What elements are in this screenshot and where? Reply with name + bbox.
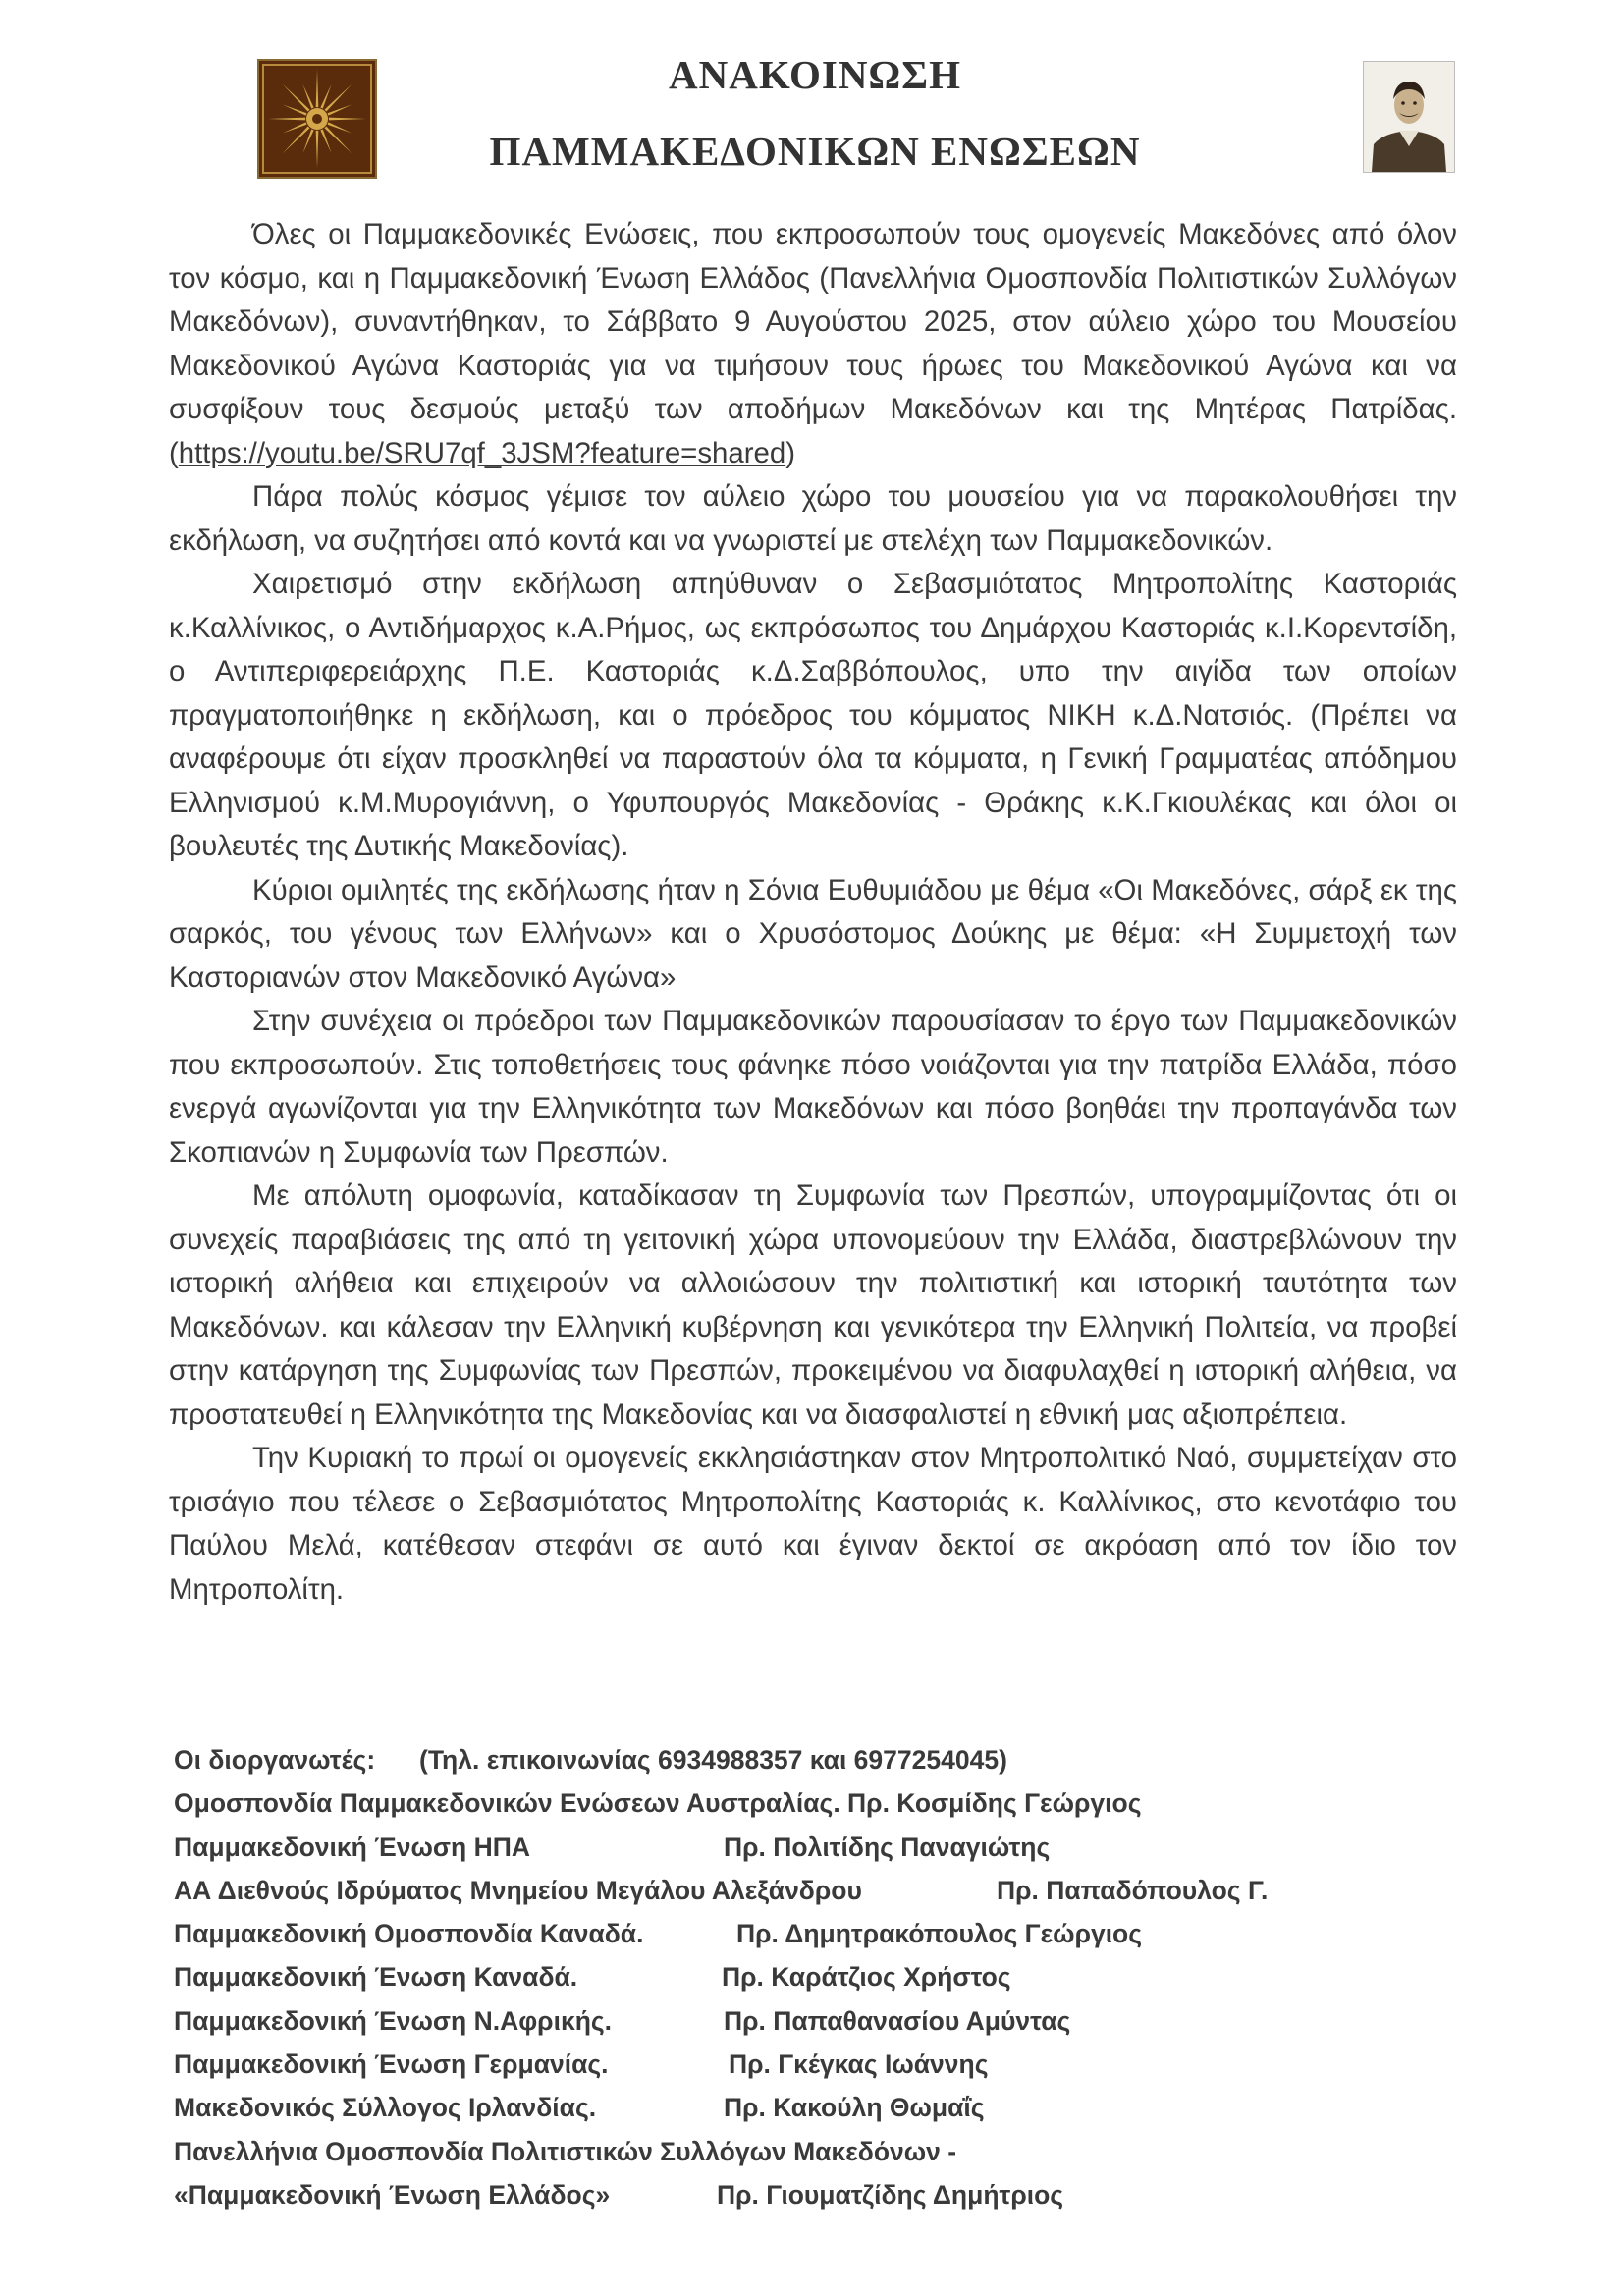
contact-phones: (Τηλ. επικοινωνίας 6934988357 και 6977254045) bbox=[419, 1745, 1007, 1775]
organizer-row bbox=[174, 1955, 1450, 1998]
organizer-row bbox=[174, 2130, 1450, 2173]
organizer-name: Παμμακεδονική Ένωση Ν.Αφρικής. bbox=[174, 2005, 613, 2036]
paragraph-7: Την Κυριακή το πρωί οι ομογενείς εκκλησιάστηκαν στον Μητροπολιτικό Ναό, συμμετείχαν στο τρισάγιο που τέλεσε ο Σεβασμιότατος Μητροπολίτης Καστοριάς κ. Καλλίνικος, στο κενοτάφιο του Παύλου Μελά, κατέθεσαν στεφάνι σε αυτό και έγιναν δεκτοί σε ακρόαση από τον ίδιο τον Μητροπολίτη. bbox=[169, 1442, 1457, 1606]
organizer-president: Πρ. Πολιτίδης Παναγιώτης bbox=[724, 1831, 1051, 1862]
organizer-row bbox=[174, 1912, 1450, 1955]
organizer-row bbox=[174, 1781, 1450, 1825]
organizer-name: Παμμακεδονική Ένωση ΗΠΑ bbox=[174, 1831, 531, 1862]
organizers-heading: Οι διοργανωτές: bbox=[174, 1745, 376, 1775]
organizer-name: Ομοσπονδία Παμμακεδονικών Ενώσεων Αυστραλίας. Πρ. Κοσμίδης Γεώργιος bbox=[174, 1788, 1142, 1819]
paragraph-1 bbox=[169, 213, 1457, 475]
organizer-name: Παμμακεδονική Ομοσπονδία Καναδά. bbox=[174, 1919, 644, 1949]
organizer-president: Πρ. Γκέγκας Ιωάννης bbox=[729, 2050, 989, 2080]
organizer-president: Πρ. Γιουματζίδης Δημήτριος bbox=[717, 2179, 1064, 2210]
paragraph-4: Κύριοι ομιλητές της εκδήλωσης ήταν η Σόνια Ευθυμιάδου με θέμα «Οι Μακεδόνες, σάρξ εκ της σαρκός, του γένους των Ελλήνων» και ο Χρυσόστομος Δούκης με θέμα: «Η Συμμετοχή των Καστοριανών στον Μακεδονικό Αγώνα» bbox=[169, 873, 1457, 994]
announcement-subtitle: ΠΑΜΜΑΚΕΔΟΝΙΚΩΝ ΕΝΩΣΕΩΝ bbox=[489, 129, 1141, 174]
organizer-president: Πρ. Παπαδόπουλος Γ. bbox=[997, 1875, 1269, 1905]
organizer-president: Πρ. Καράτζιος Χρήστος bbox=[722, 1962, 1011, 1993]
organizer-row bbox=[174, 2043, 1450, 2086]
paragraph-1-close: ) bbox=[785, 436, 795, 469]
organizer-row bbox=[174, 2173, 1450, 2216]
organizer-president: Πρ. Παπαθανασίου Αμύντας bbox=[724, 2005, 1071, 2036]
paragraph-2: Πάρα πολύς κόσμος γέμισε τον αύλειο χώρο του μουσείου για να παρακολουθήσει την εκδήλωση, να συζητήσει από κοντά και να γνωριστεί με στελέχη των Παμμακεδονικών. bbox=[169, 480, 1457, 557]
organizer-row bbox=[174, 1826, 1450, 1869]
organizer-president: Πρ. Κακούλη Θωμαΐς bbox=[724, 2093, 985, 2123]
organizer-row bbox=[174, 1869, 1450, 1912]
youtube-link[interactable]: https://youtu.be/SRU7qf_3JSM?feature=shared bbox=[178, 436, 786, 469]
paragraph-1-text: Όλες οι Παμμακεδονικές Ενώσεις, που εκπροσωπούν τους ομογενείς Μακεδόνες από όλον τον κόσμο, και η Παμμακεδονική Ένωση Ελλάδος (Πανελλήνια Ομοσπονδία Πολιτιστικών Συλλόγων Μακεδόνων), συναντήθηκαν, το Σάββατο 9 Αυγούστου 2025, στον αύλειο χώρο του Μουσείου Μακεδονικού Αγώνα Καστοριάς για να τιμήσουν τους ήρωες του Μακεδονικού Αγώνα και να συσφίξουν τους δεσμούς μεταξύ των αποδήμων Μακεδόνων και της Μητέρας Πατρίδας. ( bbox=[169, 218, 1457, 469]
organizers-heading-row bbox=[174, 1738, 1450, 1781]
portrait-svg bbox=[1364, 62, 1454, 172]
organizer-president: Πρ. Δημητρακόπουλος Γεώργιος bbox=[736, 1919, 1143, 1949]
organizer-name: Παμμακεδονική Ένωση Καναδά. bbox=[174, 1962, 578, 1993]
organizer-row bbox=[174, 2086, 1450, 2129]
organizer-name: Παμμακεδονική Ένωση Γερμανίας. bbox=[174, 2050, 609, 2080]
organizer-row bbox=[174, 1999, 1450, 2043]
paragraph-5: Στην συνέχεια οι πρόεδροι των Παμμακεδονικών παρουσίασαν το έργο των Παμμακεδονικών που εκπροσωπούν. Στις τοποθετήσεις τους φάνηκε πόσο νοιάζονται για την πατρίδα Ελλάδα, πόσο ενεργά αγωνίζονται για την Ελληνικότητα των Μακεδόνων και πόσο βοηθάει την προπαγάνδα των Σκοπιανών η Συμφωνία των Πρεσπών. bbox=[169, 1005, 1457, 1169]
paragraph-6: Με απόλυτη ομοφωνία, καταδίκασαν τη Συμφωνία των Πρεσπών, υπογραμμίζοντας ότι οι συνεχείς παραβιάσεις της από τη γειτονική χώρα υπονομεύουν την Ελλάδα, διαστρεβλώνουν την ιστορική αλήθεια και επιχειρούν να αλλοιώσουν την πολιτιστική και ιστορική ταυτότητα των Μακεδόνων. και κάλεσαν την Ελληνική κυβέρνηση και γενικότερα την Ελληνική Πολιτεία, να προβεί στην κατάργηση της Συμφωνίας των Πρεσπών, προκειμένου να διαφυλαχθεί η ιστορική αλήθεια, να προστατευθεί η Ελληνικότητα της Μακεδονίας και να διασφαλιστεί η εθνική μας αξιοπρέπεια. bbox=[169, 1179, 1457, 1431]
paragraph-3: Χαιρετισμό στην εκδήλωση απηύθυναν ο Σεβασμιότατος Μητροπολίτης Καστοριάς κ.Καλλίνικος, ο Αντιδήμαρχος κ.Α.Ρήμος, ως εκπρόσωπος του Δημάρχου Καστοριάς κ.Ι.Κορεντσίδη, ο Αντιπεριφερειάρχης Π.Ε. Καστοριάς κ.Δ.Σαββόπουλος, υπο την αιγίδα των οποίων πραγματοποιήθηκε η εκδήλωση, και ο πρόεδρος του κόμματος ΝΙΚΗ κ.Δ.Νατσιός. (Πρέπει να αναφέρουμε ότι είχαν προσκληθεί να παραστούν όλα τα κόμματα, η Γενική Γραμματέας απόδημου Ελληνισμού κ.Μ.Μυρογιάννη, ο Υφυπουργός Μακεδονίας - Θράκης κ.Κ.Γκιουλέκας και όλοι οι βουλευτές της Δυτικής Μακεδονίας). bbox=[169, 568, 1457, 862]
announcement-body bbox=[169, 213, 1457, 1612]
header bbox=[0, 0, 1624, 174]
organizer-name: Μακεδονικός Σύλλογος Ιρλανδίας. bbox=[174, 2093, 597, 2123]
organizer-name: ΑΑ Διεθνούς Ιδρύματος Μνημείου Μεγάλου Αλεξάνδρου bbox=[174, 1875, 862, 1905]
portrait-icon bbox=[1363, 61, 1455, 173]
organizers-block bbox=[174, 1738, 1450, 2216]
announcement-title: ΑΝΑΚΟΙΝΩΣΗ bbox=[669, 52, 961, 97]
organizer-name: Πανελλήνια Ομοσπονδία Πολιτιστικών Συλλόγων Μακεδόνων - bbox=[174, 2136, 957, 2166]
organizer-name: «Παμμακεδονική Ένωση Ελλάδος» bbox=[174, 2179, 611, 2210]
